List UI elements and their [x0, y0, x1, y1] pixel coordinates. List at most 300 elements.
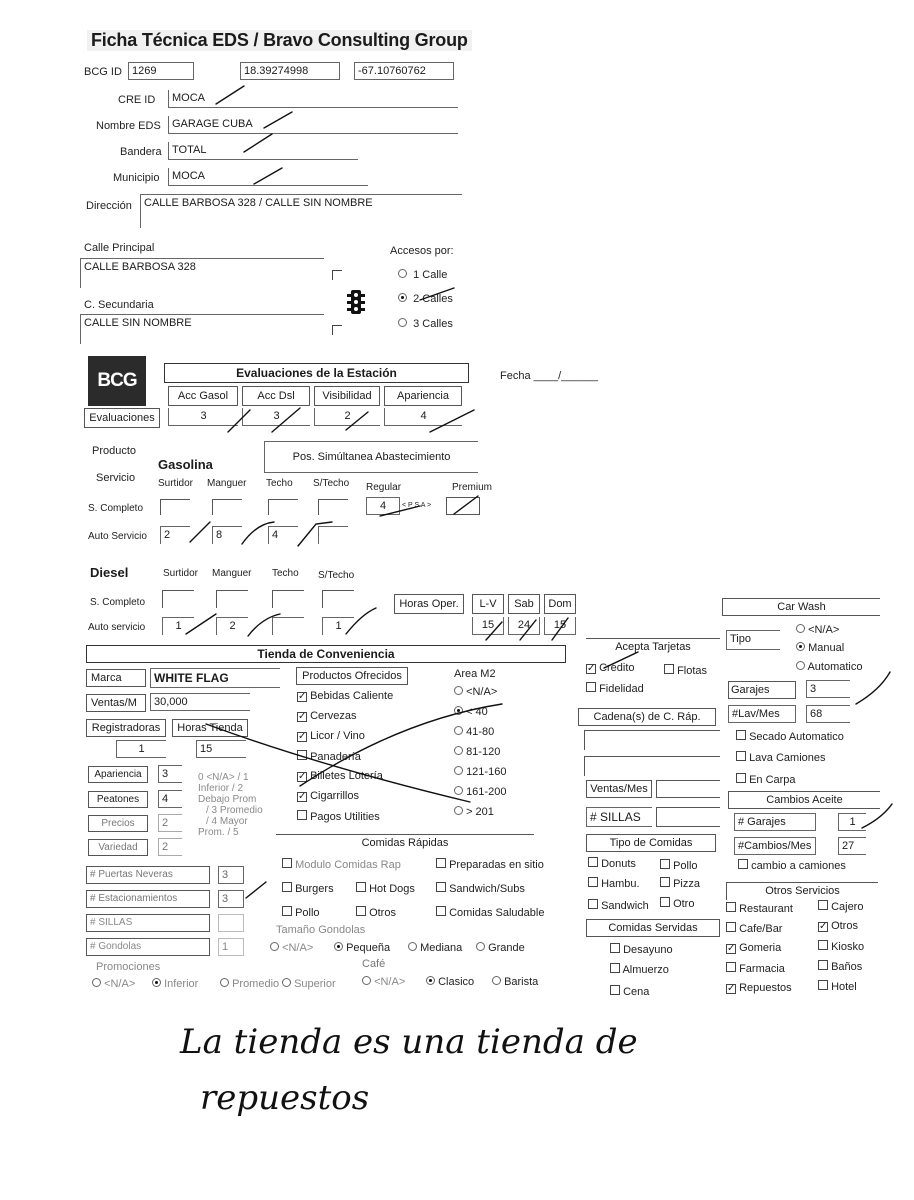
ventas-m-label: Ventas/M [86, 694, 146, 712]
producto-item[interactable] [297, 710, 357, 722]
acepta-tarjetas-header: Acepta Tarjetas [586, 638, 720, 656]
area-m2-label: Area M2 [454, 668, 496, 680]
checkbox-icon [588, 857, 598, 867]
radio-icon [282, 978, 291, 987]
bcg-id-field[interactable]: 1269 [128, 62, 194, 80]
acceso-3-calles[interactable]: 3 Calles [398, 318, 453, 330]
radio-icon [220, 978, 229, 987]
handwritten-note-line-1: La tienda es una tienda de [180, 1022, 638, 1062]
checkbox-calle-principal[interactable] [332, 270, 342, 280]
option-label: Superior [294, 978, 336, 990]
cre-id-label: CRE ID [118, 94, 156, 106]
direccion-field[interactable]: CALLE BARBOSA 328 / CALLE SIN NOMBRE [140, 194, 462, 228]
bandera-label: Bandera [120, 146, 162, 158]
option-label: Panadería [310, 751, 361, 763]
otros-servicio-item[interactable] [818, 920, 858, 932]
eval-val-acc-dsl[interactable]: 3 [242, 408, 310, 426]
tipo-donuts[interactable]: Donuts [588, 857, 636, 870]
accesos-label: Accesos por: [390, 245, 454, 257]
area-option[interactable] [454, 706, 488, 718]
checkbox-icon [736, 773, 746, 783]
dsl-as-surtidor[interactable]: 1 [162, 617, 194, 635]
checkbox-icon [726, 962, 736, 972]
radio-icon [796, 661, 805, 670]
dsl-as-techo[interactable] [272, 617, 304, 635]
direccion-label: Dirección [86, 200, 132, 212]
otros-servicio-item[interactable] [726, 982, 792, 994]
dsl-sc-surtidor[interactable] [162, 590, 194, 608]
area-option[interactable] [454, 786, 506, 798]
tienda-sillas-field[interactable] [218, 914, 244, 932]
peatones-label: Peatones [88, 791, 148, 808]
pen-tick-mark [190, 522, 210, 542]
cw-tipo-na[interactable]: <N/A> [796, 624, 839, 636]
checkbox-icon [660, 877, 670, 887]
cafe-option[interactable] [362, 976, 405, 988]
option-label: 121-160 [466, 766, 507, 778]
option-label: Grande [488, 942, 525, 954]
productos-ofrecidos-header: Productos Ofrecidos [296, 667, 408, 685]
horas-tienda-label: Horas Tienda [172, 719, 248, 737]
cre-id-field[interactable]: MOCA [168, 90, 458, 108]
bandera-field[interactable]: TOTAL [168, 142, 358, 160]
cafe-option[interactable] [426, 976, 474, 988]
checkbox-icon [610, 943, 620, 953]
nombre-label: Nombre EDS [96, 120, 161, 132]
option-label: Inferior [164, 978, 199, 990]
option-label: Pequeña [346, 942, 391, 954]
otros-servicios-header: Otros Servicios [726, 882, 878, 900]
tamano-option[interactable] [476, 942, 525, 954]
comida-pollo[interactable]: Pollo [282, 906, 320, 919]
handwritten-note-line-2: repuestos [200, 1078, 370, 1118]
checkbox-icon [436, 906, 446, 916]
checkbox-c-secundaria[interactable] [332, 325, 342, 335]
gas-sc-surtidor[interactable] [160, 499, 190, 515]
checkbox-icon [436, 858, 446, 868]
tipo-sandwich[interactable]: Sandwich [588, 899, 649, 912]
option-label: Repuestos [739, 982, 792, 994]
estacionamientos-label: # Estacionamientos [86, 890, 210, 908]
radio-selected-icon [796, 642, 805, 651]
checkbox-icon [356, 882, 366, 892]
checkbox-icon [726, 922, 736, 932]
promo-option[interactable] [152, 978, 198, 990]
cr-sillas-field[interactable] [656, 807, 720, 827]
gas-sc-s-techo[interactable] [318, 499, 348, 515]
checkbox-checked-icon: ✓ [587, 663, 596, 674]
option-label: Otros [831, 920, 858, 932]
fecha-label: Fecha ____/______ [500, 370, 598, 382]
horas-col-dom[interactable]: Dom [544, 594, 576, 614]
checkbox-icon [736, 751, 746, 761]
horas-val-sab[interactable]: 24 [508, 617, 540, 635]
radio-icon [362, 976, 371, 985]
servida-desayuno[interactable]: Desayuno [610, 943, 673, 956]
cadena-field-1[interactable] [584, 730, 720, 750]
dsl-sc-manguer[interactable] [216, 590, 248, 608]
comida-preparadas[interactable]: Preparadas en sitio [436, 858, 544, 871]
c-secundaria-field[interactable]: CALLE SIN NOMBRE [80, 314, 324, 344]
premium-field[interactable] [446, 497, 480, 515]
radio-selected-icon [454, 706, 463, 715]
option-label: Barista [504, 976, 539, 988]
option-label: Clasico [438, 976, 475, 988]
horas-val-dom[interactable]: 15 [544, 617, 576, 635]
producto-item[interactable] [297, 790, 359, 802]
option-label: Cafe/Bar [739, 923, 783, 935]
producto-item[interactable] [297, 730, 365, 742]
eval-col-acc-gasol[interactable]: Acc Gasol [168, 386, 238, 406]
checkbox-icon [586, 682, 596, 692]
cambios-aceite-header: Cambios Aceite [728, 791, 880, 809]
option-label: Billetes Lotería [310, 770, 383, 782]
evaluaciones-header: Evaluaciones de la Estación [164, 363, 469, 383]
checkbox-icon [297, 750, 307, 760]
gas-s-completo-label: S. Completo [88, 503, 144, 514]
nombre-field[interactable]: GARAGE CUBA [168, 116, 458, 134]
cambios-mes-label: #Cambios/Mes [734, 837, 816, 855]
eval-col-visibilidad[interactable]: Visibilidad [314, 386, 380, 406]
legend-line: / 3 Promedio [206, 805, 263, 816]
legend-line: / 4 Mayor [206, 816, 248, 827]
dsl-auto-servicio-label: Auto servicio [88, 622, 146, 633]
radio-icon [454, 746, 463, 755]
option-label: Hotel [831, 981, 857, 993]
dsl-s-completo-label: S. Completo [90, 597, 146, 608]
tamano-gondolas-label: Tamaño Gondolas [276, 924, 366, 936]
cadena-c-rap-header: Cadena(s) de C. Ráp. [578, 708, 716, 726]
checkbox-icon [282, 858, 292, 868]
legend-line: Inferior / 2 [198, 783, 244, 794]
tamano-option[interactable] [270, 942, 313, 954]
regular-label: Regular [366, 482, 402, 493]
tarjeta-credito[interactable]: ✓ Crédito [587, 662, 635, 674]
variedad-field[interactable]: 2 [158, 838, 182, 856]
radio-icon [454, 726, 463, 735]
checkbox-icon [664, 664, 674, 674]
cw-secado[interactable]: Secado Automatico [736, 730, 844, 743]
eval-val-acc-gasol[interactable]: 3 [168, 408, 238, 426]
tienda-header: Tienda de Conveniencia [86, 645, 566, 663]
dsl-col-manguer: Manguer [212, 568, 252, 579]
comida-otros[interactable]: Otros [356, 906, 396, 919]
car-wash-header: Car Wash [722, 598, 880, 616]
apariencia-field[interactable]: 3 [158, 765, 182, 783]
checkbox-icon [610, 963, 620, 973]
checkbox-icon [610, 985, 620, 995]
radio-icon [92, 978, 101, 987]
producto-item[interactable] [297, 770, 383, 782]
tarjeta-fidelidad[interactable]: Fidelidad [586, 682, 644, 695]
calle-principal-field[interactable]: CALLE BARBOSA 328 [80, 258, 324, 288]
cafe-label: Café [362, 958, 386, 970]
dsl-sc-techo[interactable] [272, 590, 304, 608]
area-option[interactable] [454, 746, 500, 758]
cambios-mes-field[interactable]: 27 [838, 837, 866, 855]
acceso-1-calle[interactable]: 1 Calle [398, 269, 447, 281]
neveras-label: # Puertas Neveras [86, 866, 210, 884]
longitude-field[interactable]: -67.10760762 [354, 62, 454, 80]
servicio-label: Servicio [96, 472, 136, 484]
regular-field[interactable]: 4 [366, 497, 400, 515]
checkbox-icon [818, 980, 828, 990]
radio-icon [408, 942, 417, 951]
form-title: Ficha Técnica EDS / Bravo Consulting Group [87, 30, 472, 51]
radio-icon [796, 624, 805, 633]
car-wash-tipo-label: Tipo [726, 630, 780, 650]
dsl-col-surtidor: Surtidor [163, 568, 199, 579]
gas-as-manguer[interactable]: 8 [212, 526, 242, 544]
comida-burgers[interactable]: Burgers [282, 882, 334, 895]
radio-selected-icon [334, 942, 343, 951]
checkbox-icon [736, 730, 746, 740]
cw-tipo-manual[interactable]: Manual [796, 642, 844, 654]
option-label: Restaurant [739, 903, 793, 915]
pos-simultanea-header: Pos. Simúltanea Abastecimiento [264, 441, 478, 473]
horas-col-sab[interactable]: Sab [508, 594, 540, 614]
traffic-light-icon [346, 288, 366, 319]
comidas-servidas-header: Comidas Servidas [586, 919, 720, 937]
gas-col-techo: Techo [266, 478, 293, 489]
registradoras-label: Registradoras [86, 719, 166, 737]
option-label: Cervezas [310, 710, 357, 722]
area-option[interactable] [454, 726, 494, 738]
gas-sc-manguer[interactable] [212, 499, 242, 515]
horas-val-lv[interactable]: 15 [472, 617, 504, 635]
tamano-option[interactable] [408, 942, 462, 954]
radio-icon [270, 942, 279, 951]
evaluaciones-button[interactable]: Evaluaciones [84, 408, 160, 428]
checkbox-icon [282, 882, 292, 892]
num-garajes-field[interactable]: 1 [838, 813, 866, 831]
servida-almuerzo[interactable]: Almuerzo [610, 963, 669, 976]
option-label: Farmacia [739, 963, 785, 975]
horas-tienda-field[interactable]: 15 [196, 740, 246, 758]
producto-item[interactable] [297, 750, 361, 763]
garajes-label: Garajes [728, 681, 796, 699]
checkbox-icon [436, 882, 446, 892]
cadena-field-2[interactable] [584, 756, 720, 776]
checkbox-checked-icon: ✓ [727, 943, 736, 954]
marca-field[interactable]: WHITE FLAG [150, 668, 280, 688]
eval-val-visibilidad[interactable]: 2 [314, 408, 380, 426]
otros-servicio-item[interactable] [818, 960, 862, 973]
rating-legend [198, 772, 263, 838]
checkbox-icon [818, 940, 828, 950]
checkbox-icon [297, 810, 307, 820]
checkbox-icon [738, 859, 748, 869]
horas-col-lv[interactable]: L-V [472, 594, 504, 614]
tamano-option[interactable] [334, 942, 390, 954]
checkbox-icon [588, 899, 598, 909]
cambio-camiones[interactable]: cambio a camiones [738, 859, 846, 872]
cw-tipo-automatico[interactable]: Automatico [796, 661, 862, 673]
cafe-option[interactable] [492, 976, 538, 988]
option-label: Cigarrillos [310, 790, 359, 802]
gondolas-field[interactable]: 1 [218, 938, 244, 956]
tipo-pizza[interactable]: Pizza [660, 877, 700, 890]
option-label: Baños [831, 961, 863, 973]
otros-servicio-item[interactable] [726, 902, 793, 915]
option-label: Gomeria [739, 942, 782, 954]
eval-col-apariencia[interactable]: Apariencia [384, 386, 462, 406]
checkbox-checked-icon: ✓ [298, 771, 307, 782]
radio-icon [492, 976, 501, 985]
option-label: Promedio [232, 978, 280, 990]
radio-selected-icon [426, 976, 435, 985]
peatones-field[interactable]: 4 [158, 790, 182, 808]
checkbox-checked-icon: ✓ [298, 731, 307, 742]
ventas-m-field[interactable]: 30,000 [150, 693, 250, 711]
eval-val-apariencia[interactable]: 4 [384, 408, 462, 426]
comida-sandwich[interactable]: Sandwich/Subs [436, 882, 525, 895]
checkbox-icon [660, 897, 670, 907]
lav-mes-label: #Lav/Mes [728, 705, 796, 723]
checkbox-checked-icon: ✓ [298, 711, 307, 722]
gas-auto-servicio-label: Auto Servicio [88, 531, 147, 542]
option-label: Pagos Utilities [310, 811, 380, 823]
option-label: Kiosko [831, 941, 865, 953]
apariencia-label: Apariencia [88, 766, 148, 783]
comida-hot-dogs[interactable]: Hot Dogs [356, 882, 415, 895]
municipio-field[interactable]: MOCA [168, 168, 368, 186]
promo-option[interactable] [220, 978, 279, 990]
cr-sillas-label: # SILLAS [586, 807, 652, 827]
ventas-mes-field[interactable] [656, 780, 720, 798]
otros-servicio-item[interactable] [726, 942, 781, 954]
radio-icon [476, 942, 485, 951]
area-option[interactable] [454, 806, 494, 818]
horas-oper-button[interactable]: Horas Oper. [394, 594, 464, 614]
bcg-logo [88, 356, 146, 406]
checkbox-checked-icon: ✓ [298, 691, 307, 702]
num-garajes-label: # Garajes [734, 813, 816, 831]
otros-servicio-item[interactable] [818, 940, 864, 953]
option-label: <N/A> [374, 976, 406, 988]
option-label: < 40 [466, 706, 488, 718]
comida-modulo[interactable]: Modulo Comidas Rap [282, 858, 401, 871]
dsl-col-techo: Techo [272, 568, 299, 579]
checkbox-checked-icon: ✓ [298, 791, 307, 802]
servida-cena[interactable]: Cena [610, 985, 649, 998]
estacionamientos-field[interactable]: 3 [218, 890, 244, 908]
checkbox-icon [818, 900, 828, 910]
comidas-rapidas-header: Comidas Rápidas [276, 834, 534, 852]
gondolas-label: # Gondolas [86, 938, 210, 956]
dsl-as-manguer[interactable]: 2 [216, 617, 248, 635]
gas-as-surtidor[interactable]: 2 [160, 526, 190, 544]
option-label: > 201 [466, 806, 494, 818]
marca-label: Marca [86, 669, 146, 687]
area-option[interactable] [454, 686, 497, 698]
checkbox-icon [726, 902, 736, 912]
legend-line: Prom. / 5 [198, 827, 239, 838]
c-secundaria-label: C. Secundaria [84, 299, 154, 311]
precios-field[interactable]: 2 [158, 814, 182, 832]
producto-item[interactable] [297, 810, 380, 823]
tipo-pollo[interactable]: Pollo [660, 859, 698, 872]
bcg-id-label: BCG ID [84, 66, 122, 78]
pen-tick-mark [246, 882, 266, 898]
neveras-field[interactable]: 3 [218, 866, 244, 884]
option-label: Bebidas Caliente [310, 690, 394, 702]
checkbox-icon [818, 960, 828, 970]
registradoras-field[interactable]: 1 [116, 740, 166, 758]
latitude-field[interactable]: 18.39274998 [240, 62, 340, 80]
psa-label: < P S A > [402, 502, 432, 509]
promo-option[interactable] [92, 978, 135, 990]
municipio-label: Municipio [113, 172, 160, 184]
ventas-mes-label: Ventas/Mes [586, 780, 652, 798]
tipo-otro[interactable]: Otro [660, 897, 694, 910]
checkbox-icon [660, 859, 670, 869]
eval-col-acc-dsl[interactable]: Acc Dsl [242, 386, 310, 406]
option-label: 81-120 [466, 746, 501, 758]
promo-option[interactable] [282, 978, 336, 990]
cw-lava-camiones[interactable]: Lava Camiones [736, 751, 826, 764]
tipo-hambu[interactable]: Hambu. [588, 877, 640, 890]
radio-icon [454, 806, 463, 815]
producto-label: Producto [92, 445, 137, 457]
variedad-label: Variedad [88, 839, 148, 856]
otros-servicio-item[interactable] [726, 962, 785, 975]
gas-sc-techo[interactable] [268, 499, 298, 515]
garajes-field[interactable]: 3 [806, 680, 850, 698]
otros-servicio-item[interactable] [818, 980, 857, 993]
option-label: Mediana [420, 942, 463, 954]
dsl-as-s-techo[interactable]: 1 [322, 617, 354, 635]
otros-servicio-item[interactable] [818, 900, 863, 913]
acceso-2-calles[interactable]: 2 Calles [398, 293, 453, 305]
tienda-sillas-label: # SILLAS [86, 914, 210, 932]
radio-selected-icon [152, 978, 161, 987]
dsl-sc-s-techo[interactable] [322, 590, 354, 608]
gas-as-s-techo[interactable] [318, 526, 348, 544]
legend-line: 0 <N/A> / 1 [198, 772, 249, 783]
premium-label: Premium [452, 482, 493, 493]
tarjeta-flotas[interactable]: Flotas [664, 664, 707, 677]
cw-en-carpa[interactable]: En Carpa [736, 773, 796, 786]
gas-col-manguer: Manguer [207, 478, 247, 489]
area-option[interactable] [454, 766, 506, 778]
producto-item[interactable] [297, 690, 393, 702]
option-label: Cajero [831, 901, 864, 913]
gasolina-title: Gasolina [158, 457, 213, 472]
gas-as-techo[interactable]: 4 [268, 526, 298, 544]
radio-selected-icon [398, 293, 407, 302]
precios-label: Precios [88, 815, 148, 832]
bcg-logo-text: BCG [97, 370, 137, 391]
option-label: <N/A> [466, 686, 498, 698]
checkbox-checked-icon: ✓ [727, 983, 736, 994]
otros-servicio-item[interactable] [726, 922, 782, 935]
checkbox-icon [282, 906, 292, 916]
radio-icon [454, 786, 463, 795]
comida-saludable[interactable]: Comidas Saludable [436, 906, 544, 919]
tipo-comidas-header: Tipo de Comidas [586, 834, 716, 852]
option-label: Licor / Vino [310, 730, 365, 742]
option-label: <N/A> [104, 978, 136, 990]
radio-icon [454, 686, 463, 695]
dsl-col-s-techo: S/Techo [318, 570, 355, 581]
radio-icon [454, 766, 463, 775]
promociones-label: Promociones [96, 961, 161, 973]
checkbox-icon [356, 906, 366, 916]
lav-mes-field[interactable]: 68 [806, 705, 850, 723]
gas-col-surtidor: Surtidor [158, 478, 194, 489]
option-label: 161-200 [466, 786, 507, 798]
